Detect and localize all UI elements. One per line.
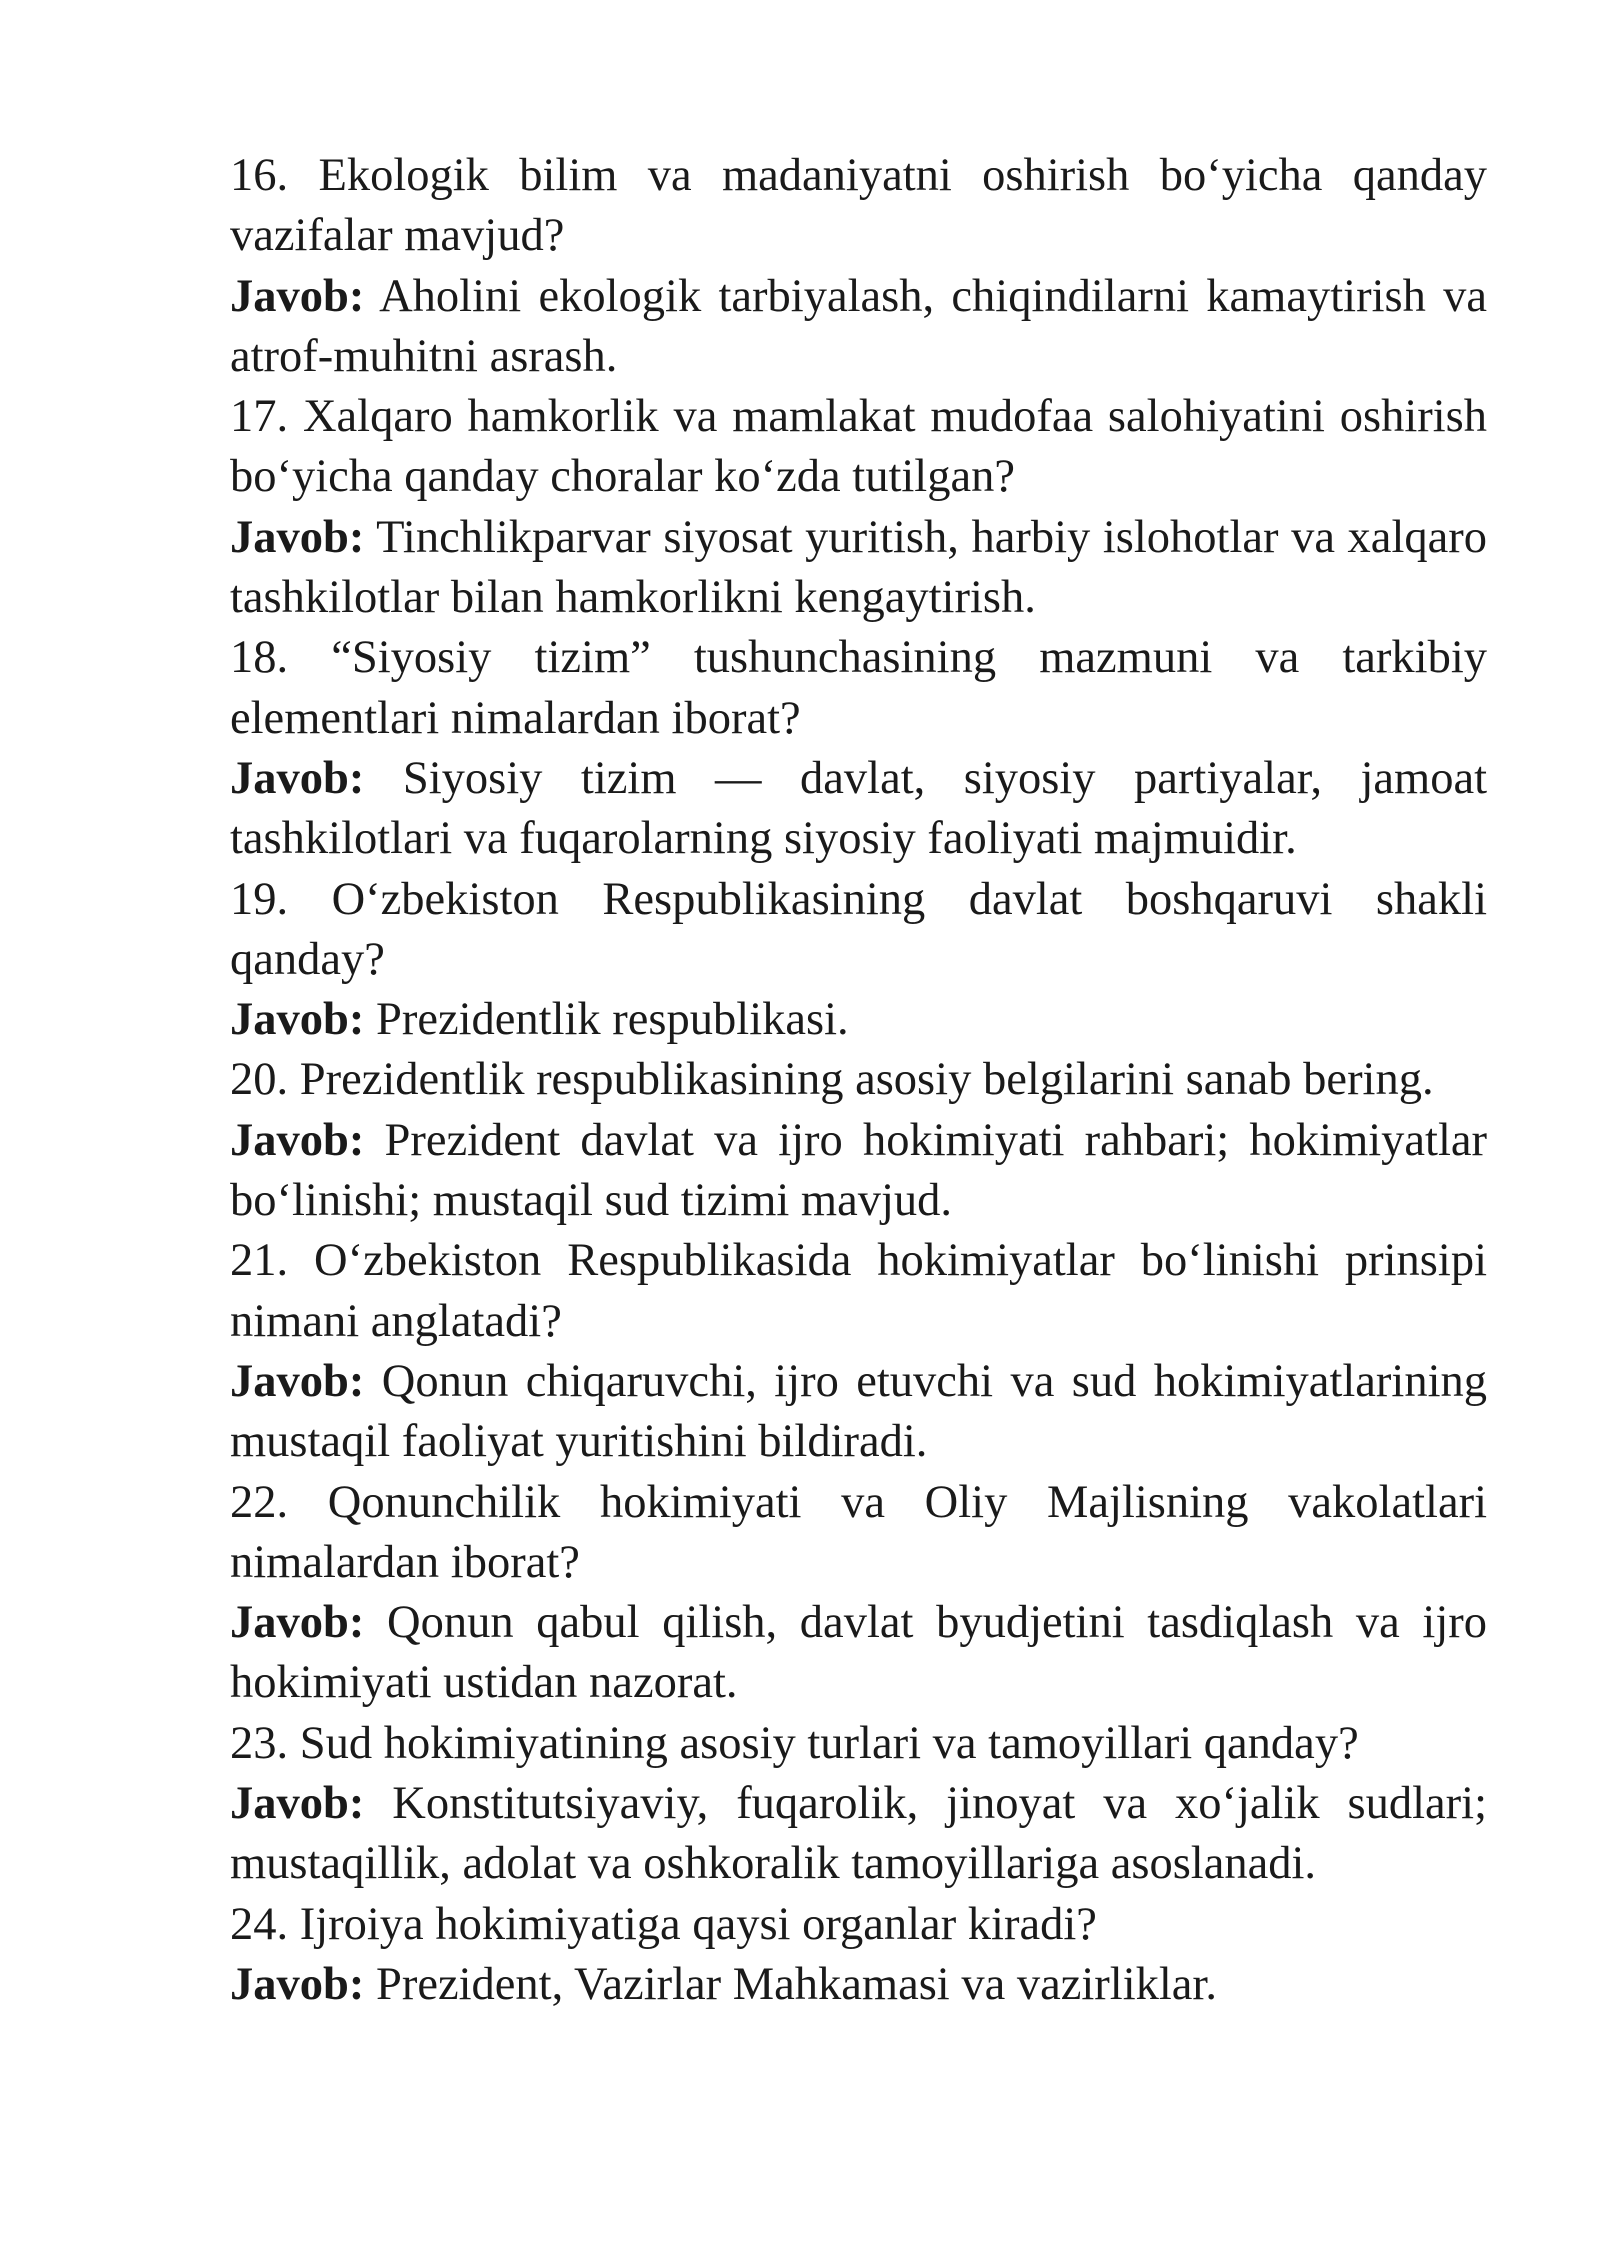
answer-text: Konstitutsiyaviy, fuqarolik, jinoyat va xo‘jalik sudlari; mustaqillik, adolat va oshkoralik tamoyillariga asoslanadi.: [230, 1778, 1488, 1890]
answer-label: Javob:: [230, 752, 365, 804]
question-text: 24. Ijroiya hokimiyatiga qaysi organlar kiradi?: [230, 1898, 1097, 1950]
answer-paragraph: [230, 749, 1487, 870]
qa-item-18: [230, 628, 1487, 869]
answer-paragraph: [230, 1593, 1487, 1714]
qa-item-19: [230, 870, 1487, 1051]
answer-text: Prezidentlik respublikasi.: [375, 994, 849, 1046]
answer-text: Aholini ekologik tarbiyalash, chiqindilarni kamaytirish va atrof-muhitni asrash.: [230, 270, 1488, 382]
answer-paragraph: [230, 508, 1487, 629]
qa-item-22: [230, 1473, 1487, 1714]
answer-text: Qonun chiqaruvchi, ijro etuvchi va sud hokimiyatlarining mustaqil faoliyat yuritishini bildiradi.: [230, 1355, 1487, 1468]
qa-item-21: [230, 1231, 1487, 1472]
answer-text: Prezident davlat va ijro hokimiyati rahbari; hokimiyatlar bo‘linishi; mustaqil sud tizimi mavjud.: [230, 1114, 1488, 1227]
answer-label: Javob:: [230, 1597, 365, 1649]
qa-item-24: [230, 1895, 1487, 2016]
qa-item-17: [230, 387, 1487, 628]
question-text: 17. Xalqaro hamkorlik va mamlakat mudofaa salohiyatini oshirish bo‘yicha qanday choralar ko‘zda tutilgan?: [230, 391, 1487, 503]
question-text: 19. O‘zbekiston Respublikasining davlat boshqaruvi shakli qanday?: [230, 873, 1487, 985]
question-text: 16. Ekologik bilim va madaniyatni oshirish bo‘yicha qanday vazifalar mavjud?: [230, 150, 1487, 262]
question-text: 18. “Siyosiy tizim” tushunchasining mazmuni va tarkibiy elementlari nimalardan iborat?: [230, 632, 1487, 744]
answer-text: Tinchlikparvar siyosat yuritish, harbiy islohotlar va xalqaro tashkilotlar bilan hamkorlikni kengaytirish.: [230, 511, 1487, 624]
answer-text: Prezident, Vazirlar Mahkamasi va vazirliklar.: [375, 1958, 1217, 2010]
answer-text: Qonun qabul qilish, davlat byudjetini tasdiqlash va ijro hokimiyati ustidan nazorat.: [230, 1597, 1488, 1709]
answer-label: Javob:: [230, 1778, 365, 1830]
answer-label: Javob:: [230, 511, 365, 563]
answer-label: Javob:: [230, 1958, 365, 2010]
answer-paragraph: [230, 267, 1487, 388]
qa-item-23: [230, 1714, 1487, 1895]
answer-paragraph: [230, 990, 1487, 1050]
answer-label: Javob:: [230, 994, 365, 1046]
answer-paragraph: [230, 1774, 1487, 1895]
answer-paragraph: [230, 1352, 1487, 1473]
question-text: 22. Qonunchilik hokimiyati va Oliy Majlisning vakolatlari nimalardan iborat?: [230, 1476, 1487, 1588]
answer-label: Javob:: [230, 1355, 365, 1407]
qa-item-20: [230, 1050, 1487, 1231]
answer-label: Javob:: [230, 270, 365, 322]
answer-text: Siyosiy tizim — davlat, siyosiy partiyalar, jamoat tashkilotlari va fuqarolarning siyosiy faoliyati majmuidir.: [230, 752, 1488, 865]
question-text: 23. Sud hokimiyatining asosiy turlari va tamoyillari qanday?: [230, 1717, 1359, 1769]
answer-paragraph: [230, 1111, 1487, 1232]
answer-paragraph: [230, 1955, 1487, 2015]
qa-item-16: [230, 146, 1487, 387]
answer-label: Javob:: [230, 1114, 365, 1166]
question-text: 20. Prezidentlik respublikasining asosiy belgilarini sanab bering.: [230, 1054, 1434, 1106]
question-text: 21. O‘zbekiston Respublikasida hokimiyatlar bo‘linishi prinsipi nimani anglatadi?: [230, 1235, 1487, 1347]
document-page: [230, 146, 1487, 2015]
